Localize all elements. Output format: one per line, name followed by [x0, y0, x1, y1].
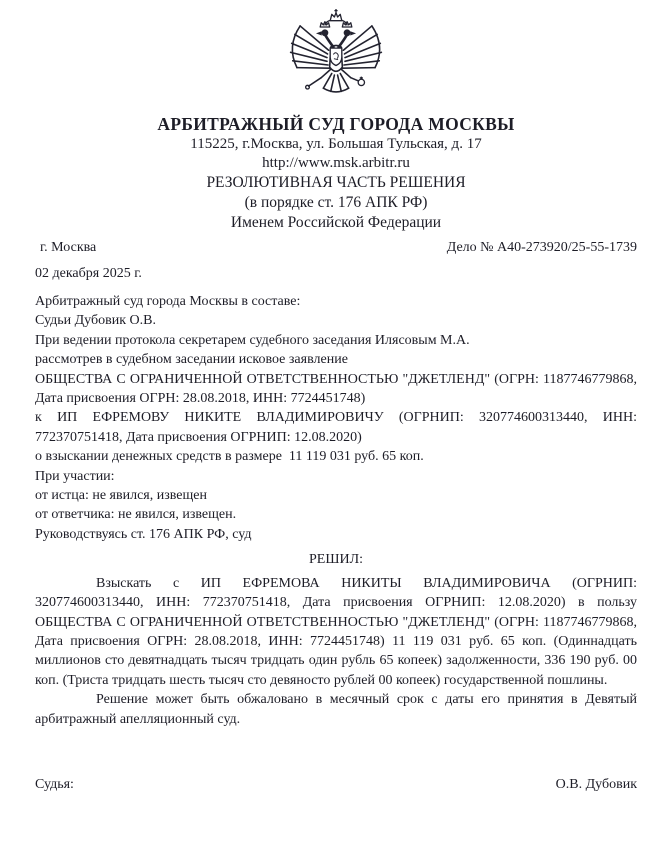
intro-line: При ведении протокола секретарем судебного заседания Илясовым М.А.	[35, 332, 470, 348]
city-case-row	[35, 238, 637, 257]
decision-date: 02 декабря 2025 г.	[35, 266, 142, 281]
document-subtitle: (в порядке ст. 176 АПК РФ)	[244, 194, 428, 211]
document-title: РЕЗОЛЮТИВНАЯ ЧАСТЬ РЕШЕНИЯ	[206, 174, 466, 191]
resolution-paragraph: Взыскать с ИП ЕФРЕМОВА НИКИТЫ ВЛАДИМИРОВИЧА (ОГРНИП: 320774600313440, ИНН: 772370751418, Дата присвоения ОГРНИП: 12.08.2020) в пользу ОБЩЕСТВА С ОГРАНИЧЕННОЙ ОТВЕТСТВЕННОСТЬЮ "ДЖЕТЛЕНД" (ОГРН: 1187746779868, Дата присвоения ОГРН: 28.08.2018, ИНН: 7724451748) 11 119 031 руб. 65 коп. (Одиннадцать миллионов сто девятнадцать тысяч тридцать один рубль 65 копеек) задолженности, 336 190 руб. 00 коп. (Триста тридцать шесть тысяч сто девяносто рублей 00 копеек) государственной пошлины.	[35, 575, 637, 688]
case-number: Дело № А40-273920/25-55-1739	[446, 240, 637, 255]
judge-name: О.В. Дубовик	[555, 776, 637, 792]
city-label: г. Москва	[40, 240, 97, 255]
intro-line: Руководствуясь ст. 176 АПК РФ, суд	[35, 526, 252, 542]
intro-line: Судьи Дубовик О.В.	[35, 313, 156, 329]
intro-line: от истца: не явился, извещен	[35, 488, 207, 504]
court-website: http://www.msk.arbitr.ru	[262, 155, 410, 171]
double-headed-eagle-icon	[283, 8, 389, 103]
in-name-of-line: Именем Российской Федерации	[230, 214, 442, 231]
court-address: 115225, г.Москва, ул. Большая Тульская, д. 17	[190, 136, 482, 152]
resolution-paragraph: Решение может быть обжаловано в месячный срок с даты его принятия в Девятый арбитражный апелляционный суд.	[35, 692, 637, 727]
russia-coat-of-arms-emblem	[35, 8, 637, 108]
intro-line: рассмотрев в судебном заседании исковое заявление	[35, 352, 348, 368]
intro-line: о взыскании денежных средств в размере 11 119 031 руб. 65 коп.	[35, 449, 424, 465]
intro-line: При участии:	[35, 468, 115, 484]
signature-row	[35, 775, 637, 794]
intro-line: к ИП ЕФРЕМОВУ НИКИТЕ ВЛАДИМИРОВИЧУ (ОГРНИП: 320774600313440, ИНН: 772370751418, Дата присвоения ОГРНИП: 12.08.2020)	[35, 410, 641, 445]
intro-line: ОБЩЕСТВА С ОГРАНИЧЕННОЙ ОТВЕТСТВЕННОСТЬЮ "ДЖЕТЛЕНД" (ОГРН: 1187746779868, Дата присвоения ОГРН: 28.08.2018, ИНН: 7724451748)	[35, 371, 641, 407]
intro-line: Арбитражный суд города Москвы в составе:	[35, 294, 301, 309]
resolution-heading: РЕШИЛ:	[309, 552, 363, 568]
resolution-body	[35, 574, 637, 729]
case-intro	[35, 292, 641, 544]
court-name: АРБИТРАЖНЫЙ СУД ГОРОДА МОСКВЫ	[157, 114, 515, 134]
judge-label: Судья:	[35, 776, 74, 792]
intro-line: от ответчика: не явился, извещен.	[35, 507, 237, 523]
